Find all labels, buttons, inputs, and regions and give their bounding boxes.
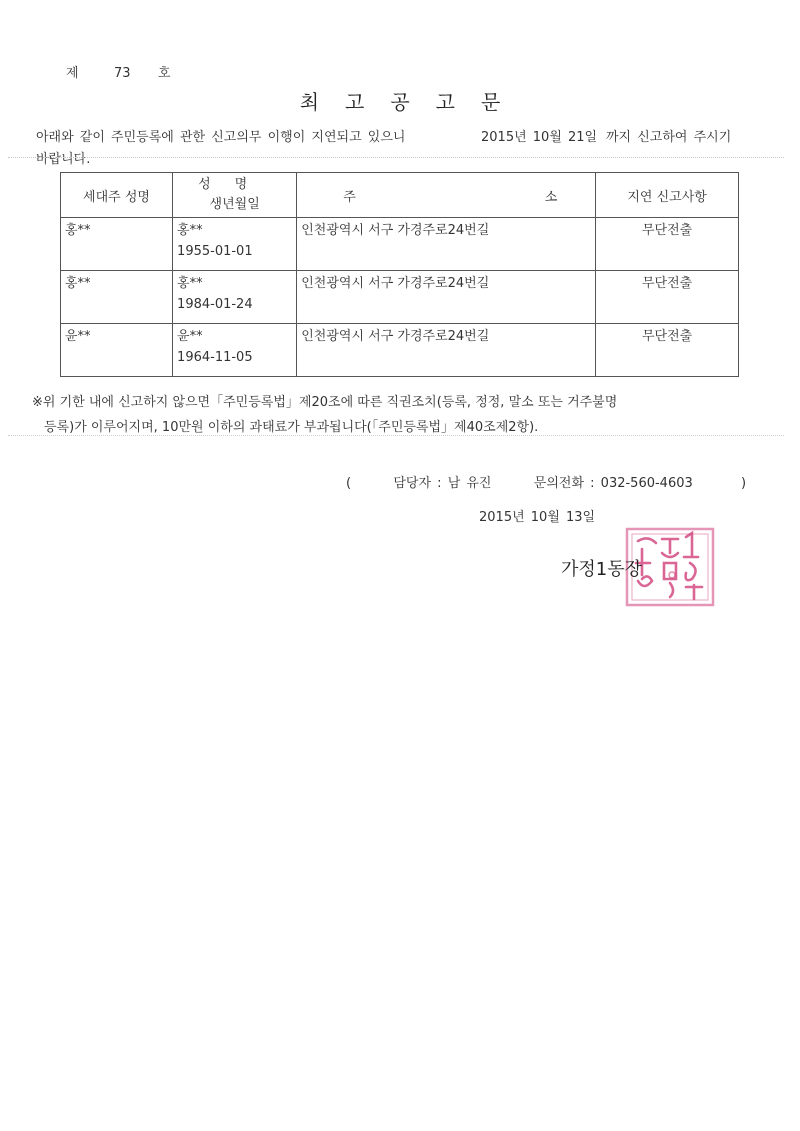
page-title: 최고공고문 <box>299 90 527 114</box>
document-number <box>66 62 171 81</box>
signer-title: 가정1동장 <box>561 559 643 580</box>
header-name-birth <box>173 173 297 218</box>
intro-line-1: 아래와 같이 주민등록에 관한 신고의무 이행이 지연되고 있으니 <box>36 130 406 145</box>
table-row <box>61 271 739 324</box>
footnote-line-1: ※위 기한 내에 신고하지 않으면「주민등록법」제20조에 따른 직권조치(등록, 정정, 말소 또는 거주불명 <box>32 395 618 410</box>
cell-birth: 1964-11-05 <box>177 350 253 365</box>
document-number-suffix: 호 <box>158 66 171 81</box>
document-number-prefix: 제 <box>66 66 79 81</box>
cell-address: 인천광역시 서구 가경주로24번길 <box>297 271 596 324</box>
cell-address: 인천광역시 서구 가경주로24번길 <box>297 218 596 271</box>
cell-name: 홍** <box>177 276 203 291</box>
table-row <box>61 324 739 377</box>
header-address <box>297 173 596 218</box>
cell-name-birth <box>173 324 297 377</box>
intro-line-1-tail: 까지 신고하여 주시기 <box>606 130 732 145</box>
cell-reason: 무단전출 <box>596 218 739 271</box>
cell-name-birth <box>173 218 297 271</box>
header-householder: 세대주 성명 <box>61 173 173 218</box>
officer-name: 남 유진 <box>447 476 492 491</box>
cell-reason: 무단전출 <box>596 271 739 324</box>
issue-date: 2015년 10월 13일 <box>479 510 596 525</box>
document-number-value: 73 <box>114 66 131 81</box>
divider <box>8 157 784 158</box>
cell-householder: 홍** <box>61 271 173 324</box>
contact-close-paren: ) <box>741 476 747 491</box>
footnote-line-2: 등록)가 이루어지며, 10만원 이하의 과태료가 부과됩니다(「주민등록법」제40조제2항). <box>44 420 539 435</box>
cell-name: 윤** <box>177 329 203 344</box>
cell-householder: 윤** <box>61 324 173 377</box>
header-address-left: 주 <box>343 189 356 205</box>
header-name: 성명 <box>198 177 272 192</box>
notice-table <box>60 172 739 377</box>
table-header-row <box>61 173 739 218</box>
cell-birth: 1955-01-01 <box>177 244 253 259</box>
intro-line-2: 바랍니다. <box>36 152 91 167</box>
header-reason: 지연 신고사항 <box>596 173 739 218</box>
cell-name: 홍** <box>177 223 203 238</box>
contact-info <box>346 472 746 491</box>
header-birth: 생년월일 <box>209 197 260 212</box>
cell-householder: 홍** <box>61 218 173 271</box>
divider <box>8 435 784 436</box>
cell-reason: 무단전출 <box>596 324 739 377</box>
cell-birth: 1984-01-24 <box>177 297 253 312</box>
deadline-date: 2015년 10월 21일 <box>481 130 598 145</box>
cell-address: 인천광역시 서구 가경주로24번길 <box>297 324 596 377</box>
phone-number: 032-560-4603 <box>600 476 693 491</box>
cell-name-birth <box>173 271 297 324</box>
table-row <box>61 218 739 271</box>
officer-label: 담당자 : <box>393 476 442 491</box>
header-address-right: 소 <box>544 189 558 205</box>
contact-open-paren: ( <box>346 476 352 491</box>
phone-label: 문의전화 : <box>533 476 595 491</box>
